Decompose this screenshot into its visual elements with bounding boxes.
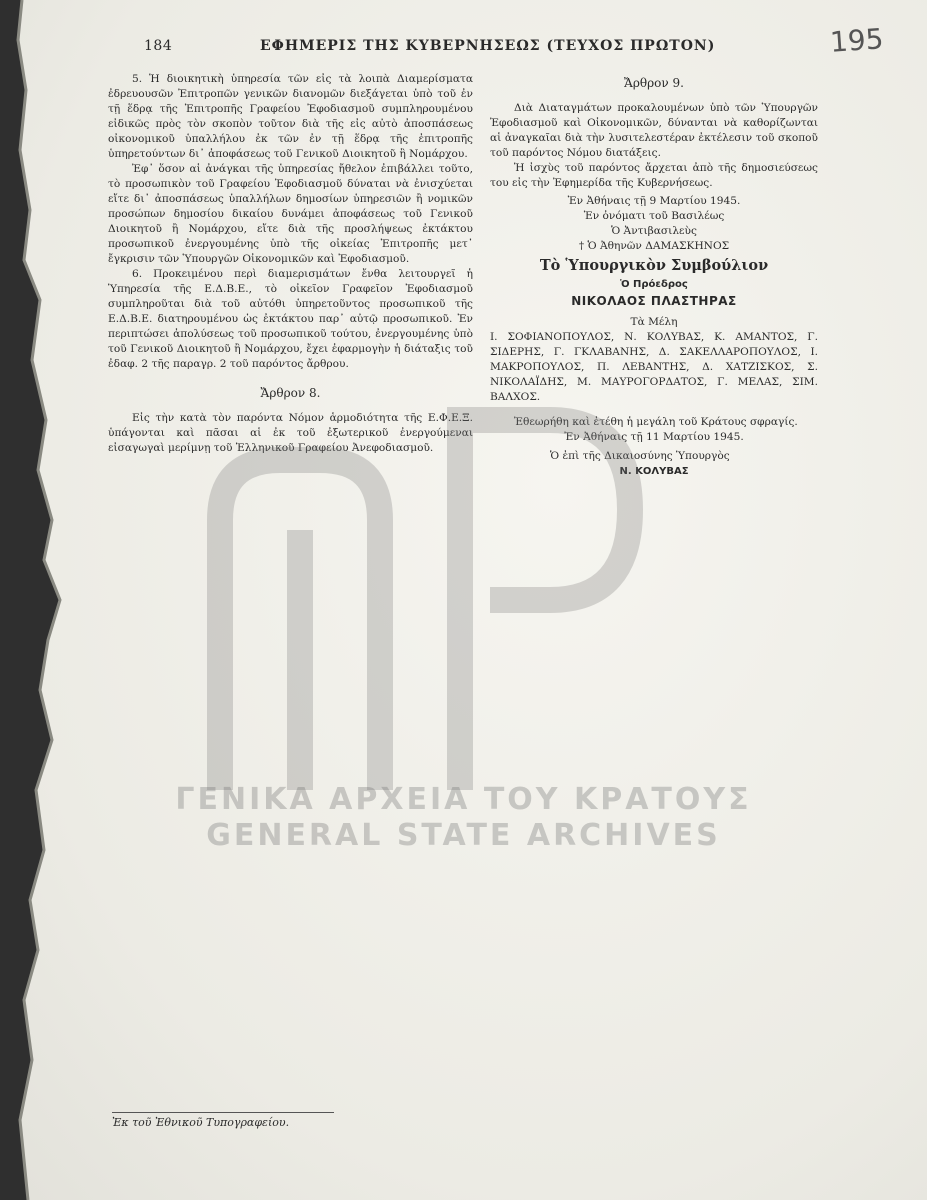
printer-imprint: Ἐκ τοῦ Ἐθνικοῦ Τυπογραφείου.: [112, 1112, 334, 1129]
article-9-paragraph-2: Ἡ ἰσχὺς τοῦ παρόντος ἄρχεται ἀπὸ τῆς δημοσιεύσεως του εἰς τὴν Ἐφημερίδα τῆς Κυβερνήσεως.: [490, 162, 818, 189]
watermark-line-greek: ΓΕΝΙΚΑ ΑΡΧΕΙΑ ΤΟΥ ΚΡΑΤΟΥΣ: [175, 782, 752, 817]
page-header: [140, 38, 780, 60]
in-name-of-king: Ἐν ὀνόματι τοῦ Βασιλέως: [583, 210, 725, 222]
members-list: Ι. ΣΟΦΙΑΝΟΠΟΥΛΟΣ, Ν. ΚΟΛΥΒΑΣ, Κ. ΑΜΑΝΤΟΣ, Γ. ΣΙΔΕΡΗΣ, Γ. ΓΚΛΑΒΑΝΗΣ, Δ. ΣΑΚΕΛΛΑΡΟΠΟΥΛΟΣ, Ι. ΜΑΚΡΟΠΟΥΛΟΣ, Π. ΛΕΒΑΝΤΗΣ, Δ. ΧΑΤΖΙΣΚΟΣ, Σ. ΝΙΚΟΛΑΪΔΗΣ, Μ. ΜΑΥΡΟΓΟΡΔΑΤΟΣ, Γ. ΜΕΛΑΣ, ΣΙΜ. ΒΑΛΧΟΣ.: [490, 331, 818, 403]
regent-name: † Ὁ Ἀθηνῶν ΔΑΜΑΣΚΗΝΟΣ: [578, 240, 730, 252]
article-8-title: Ἄρθρον 8.: [260, 386, 321, 400]
paragraph-staffing: Ἐφ᾿ ὅσον αἱ ἀνάγκαι τῆς ὑπηρεσίας ἤθελον ἐπιβάλλει τοῦτο, τὸ προσωπικὸν τοῦ Γραφείου Ἐφοδιασμοῦ δύναται νὰ ἐνισχύεται εἴτε δι᾿ ἀποσπάσεως ὑπαλλήλων δημοσίων ὑπηρεσιῶν ἢ νομικῶν προσώπων δημοσίου δικαίου δυνάμει ἀποφάσεως τοῦ Γενικοῦ Διοικητοῦ ἢ Νομάρχου, εἴτε διὰ τῆς προσλήψεως ἐκτάκτου προσωπικοῦ ἐνεργουμένης ὑπὸ τῆς οἰκείας Ἐπιτροπῆς μετ᾿ ἔγκρισιν τῶν Ὑπουργῶν Οἰκονομικῶν καὶ Ἐφοδιασμοῦ.: [108, 163, 473, 265]
watermark-line-english: GENERAL STATE ARCHIVES: [206, 818, 721, 853]
justice-minister-name: Ν. ΚΟΛΥΒΑΣ: [619, 466, 689, 477]
members-label: Τὰ Μέλη: [630, 316, 678, 328]
article-8-text: Εἰς τὴν κατὰ τὸν παρόντα Νόμον ἁρμοδιότητα τῆς Ε.Φ.Ε.Ξ. ὑπάγονται καὶ πᾶσαι αἱ ἐκ τοῦ ἐξωτερικοῦ ἐνεργούμεναι εἰσαγωγαὶ μερίμνῃ τοῦ Ἑλληνικοῦ Γραφείου Ἀνεφοδιασμοῦ.: [108, 412, 473, 454]
regent-label: Ὁ Ἀντιβασιλεὺς: [611, 225, 697, 237]
date-line-2: Ἐν Ἀθήναις τῇ 11 Μαρτίου 1945.: [564, 431, 744, 443]
president-label: Ὁ Πρόεδρος: [620, 279, 688, 290]
cabinet-title: Τὸ Ὑπουργικὸν Συμβούλιον: [539, 257, 769, 274]
paragraph-6: 6. Προκειμένου περὶ διαμερισμάτων ἔνθα λειτουργεῖ ἡ Ὑπηρεσία τῆς Ε.Δ.Β.Ε., τὸ οἰκεῖον Γραφεῖον Ἐφοδιασμοῦ συμπληροῦται διὰ τοῦ αὐτόθι ὑπηρετοῦντος προσωπικοῦ τῆς Ε.Δ.Β.Ε. διατηρουμένου ὡς ἐκτάκτου παρ᾿ αὐτῷ προσωπικοῦ. Ἐν περιπτώσει ἀπολύσεως τοῦ προσωπικοῦ τούτου, ἐνεργουμένης ὑπὸ τοῦ Γενικοῦ Διοικητοῦ ἢ Νομάρχου, ἔχει ἐφαρμογὴν ἡ διάταξις τοῦ ἐδαφ. 2 τῆς παραγρ. 2 τοῦ παρόντος ἄρθρου.: [108, 268, 473, 370]
left-column: [108, 72, 473, 456]
seal-statement: Ἐθεωρήθη καὶ ἐτέθη ἡ μεγάλη τοῦ Κράτους σφραγίς.: [514, 416, 798, 428]
justice-minister-label: Ὁ ἐπὶ τῆς Δικαιοσύνης Ὑπουργὸς: [550, 450, 730, 462]
president-name: ΝΙΚΟΛΑΟΣ ΠΛΑΣΤΗΡΑΣ: [571, 294, 737, 308]
running-title: ΕΦΗΜΕΡΙΣ ΤΗΣ ΚΥΒΕΡΝΗΣΕΩΣ (ΤΕΥΧΟΣ ΠΡΩΤΟΝ): [260, 38, 716, 54]
right-column: [490, 76, 818, 479]
handwritten-page-number: 195: [828, 22, 885, 59]
paragraph-5: 5. Ἡ διοικητικὴ ὑπηρεσία τῶν εἰς τὰ λοιπὰ Διαμερίσματα ἐδρευουσῶν Ἐπιτροπῶν γενικῶν διανομῶν διεξάγεται ὑπὸ τοῦ ἐν τῇ ἕδρᾳ τῆς Ἐπιτροπῆς Γραφείου Ἐφοδιασμοῦ συμπληρουμένου εἰδικῶς πρὸς τὸν σκοπὸν τοῦτον διὰ τῆς εἰς αὐτὸ ἀποσπάσεως οἰκονομικοῦ ὑπαλλήλου ἐκ τῶν ἐν τῇ ἕδρᾳ τῆς ἐπιτροπῆς ὑπηρετούντων δι᾿ ἀποφάσεως τοῦ Γενικοῦ Διοικητοῦ ἢ Νομάρχου.: [108, 73, 473, 160]
torn-left-edge: [0, 0, 70, 1200]
article-9-paragraph-1: Διὰ Διαταγμάτων προκαλουμένων ὑπὸ τῶν Ὑπουργῶν Ἐφοδιασμοῦ καὶ Οἰκονομικῶν, δύνανται νὰ καθορίζωνται αἱ ἀναγκαῖαι διὰ τὴν λυσιτελεστέραν ἐκτέλεσιν τοῦ σκοποῦ τοῦ παρόντος Νόμου διατάξεις.: [490, 102, 818, 159]
page-number: 184: [144, 38, 173, 54]
article-9-title: Ἄρθρον 9.: [624, 76, 684, 90]
date-line-1: Ἐν Ἀθήναις τῇ 9 Μαρτίου 1945.: [567, 195, 741, 207]
